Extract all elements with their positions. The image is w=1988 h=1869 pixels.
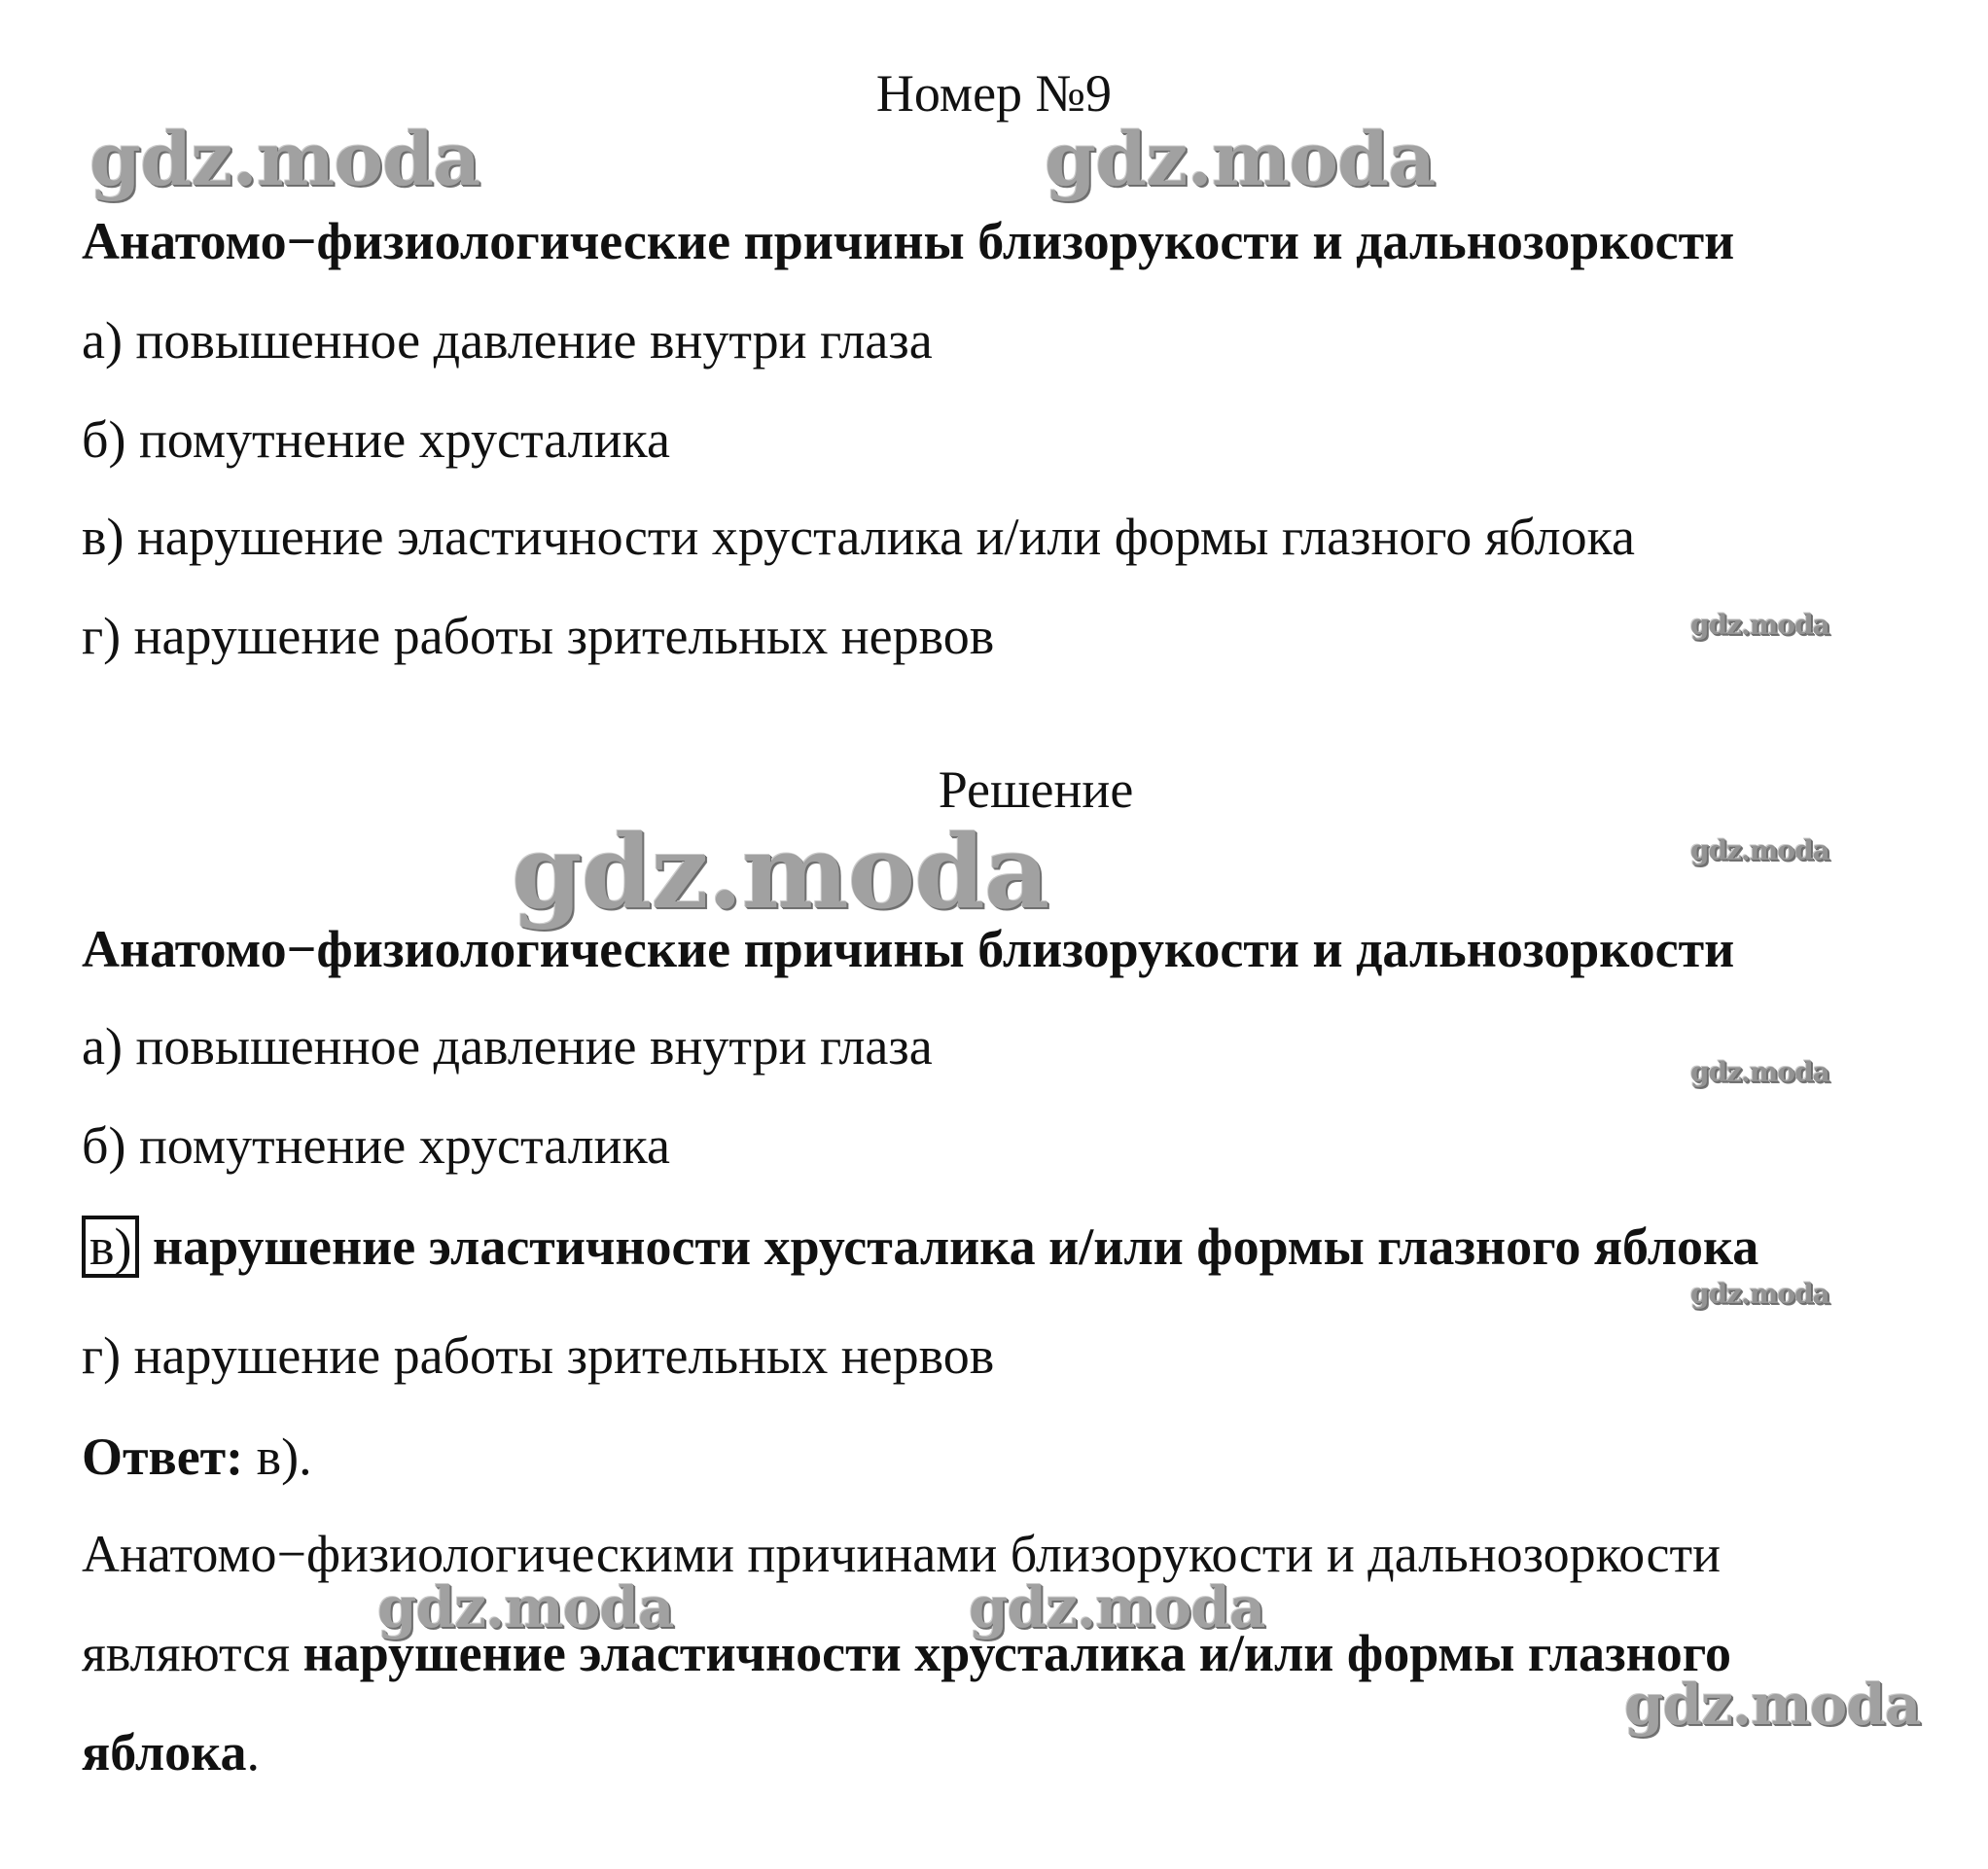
watermark-logo: gdz.moda xyxy=(512,812,1049,932)
answer-line xyxy=(82,1426,312,1488)
watermark-logo: gdz.moda xyxy=(1690,609,1829,641)
solution-option-c-correct xyxy=(82,1216,1758,1278)
question-option-d: г) нарушение работы зрительных нервов xyxy=(82,607,995,665)
correct-answer-text: нарушение эластичности хрусталика и/или формы глазного яблока xyxy=(152,1217,1759,1276)
explanation-bold-end: яблока xyxy=(82,1723,247,1781)
question-option-b: б) помутнение хрусталика xyxy=(82,410,670,469)
question-option-c: в) нарушение эластичности хрусталика и/или формы глазного яблока xyxy=(82,508,1636,566)
watermark-logo: gdz.moda xyxy=(89,116,480,202)
watermark-logo: gdz.moda xyxy=(969,1574,1265,1640)
explanation-normal-text: являются xyxy=(82,1624,291,1682)
watermark-logo: gdz.moda xyxy=(1045,116,1436,202)
watermark-logo: gdz.moda xyxy=(1690,1278,1829,1310)
watermark-logo: gdz.moda xyxy=(1690,1056,1829,1088)
answer-value: в). xyxy=(256,1428,312,1486)
question-option-a: а) повышенное давление внутри глаза xyxy=(82,311,933,370)
correct-answer-marker-box: в) xyxy=(82,1216,139,1278)
watermark-logo: gdz.moda xyxy=(1690,834,1829,866)
solution-option-d: г) нарушение работы зрительных нервов xyxy=(82,1326,995,1385)
explanation-bold-text: нарушение эластичности хрусталика и/или формы глазного xyxy=(302,1624,1731,1682)
page-title: Номер №9 xyxy=(875,64,1113,123)
solution-heading: Решение xyxy=(938,760,1134,819)
solution-title: Анатомо−физиологические причины близорукости и дальнозоркости xyxy=(82,920,1735,978)
solution-option-b: б) помутнение хрусталика xyxy=(82,1116,670,1175)
explanation-line-2 xyxy=(82,1622,1731,1684)
question-title: Анатомо−физиологические причины близорукости и дальнозоркости xyxy=(82,212,1735,270)
watermark-logo: gdz.moda xyxy=(377,1574,674,1640)
explanation-line-1: Анатомо−физиологическими причинами близорукости и дальнозоркости xyxy=(82,1525,1721,1583)
answer-label: Ответ: xyxy=(82,1428,244,1486)
solution-option-a: а) повышенное давление внутри глаза xyxy=(82,1017,933,1076)
explanation-line-3 xyxy=(82,1721,260,1783)
watermark-logo: gdz.moda xyxy=(1624,1672,1921,1738)
explanation-period: . xyxy=(246,1723,260,1781)
